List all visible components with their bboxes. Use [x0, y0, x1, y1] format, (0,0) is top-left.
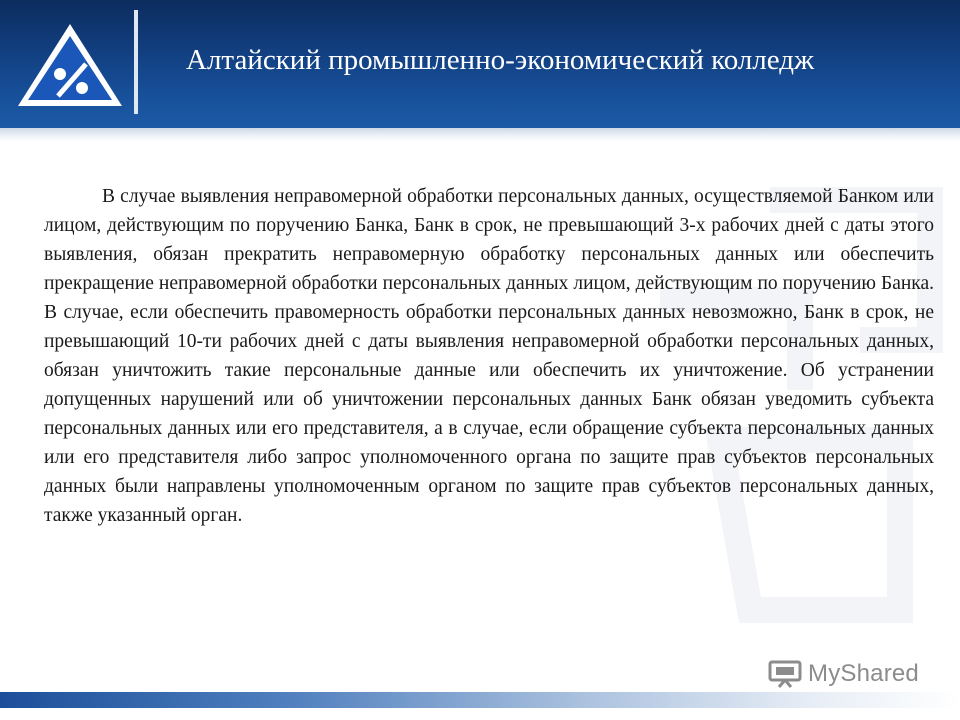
presentation-board-icon: [768, 660, 802, 688]
body-paragraph: В случае выявления неправомерной обработки персональных данных, осуществляемой Банком или лицом, действующим по поручению Банка, Банк в срок, не превышающий 3-х рабочих дней с даты этого выявления, обязан прекратить неправомерную обработку персональных данных или обеспечить прекращение неправомерной обработки персональных данных лицом, действующим по поручению Банка. В случае, если обеспечить правомерность обработки персональных данных невозможно, Банк в срок, не превышающий 10-ти рабочих дней с даты выявления неправомерной обработки персональных данных, обязан уничтожить такие персональные данные или обеспечить их уничтожение. Об устранении допущенных нарушений или об уничтожении персональных данных Банк обязан уведомить субъекта персональных данных или его представителя, а в случае, если обращение субъекта персональных данных или его представителя либо запрос уполномоченного органа по защите прав субъектов персональных данных были направлены уполномоченным органом по защите прав субъектов персональных данных, также указанный орган.: [44, 185, 934, 526]
page-title: Алтайский промышленно-экономический колледж: [186, 44, 815, 76]
triangle-percent-logo-icon: [14, 20, 126, 110]
footer-bar: [0, 692, 960, 708]
brand-label: MyShared: [808, 660, 919, 687]
myshared-brand[interactable]: [768, 658, 919, 690]
header-divider: [134, 10, 138, 114]
